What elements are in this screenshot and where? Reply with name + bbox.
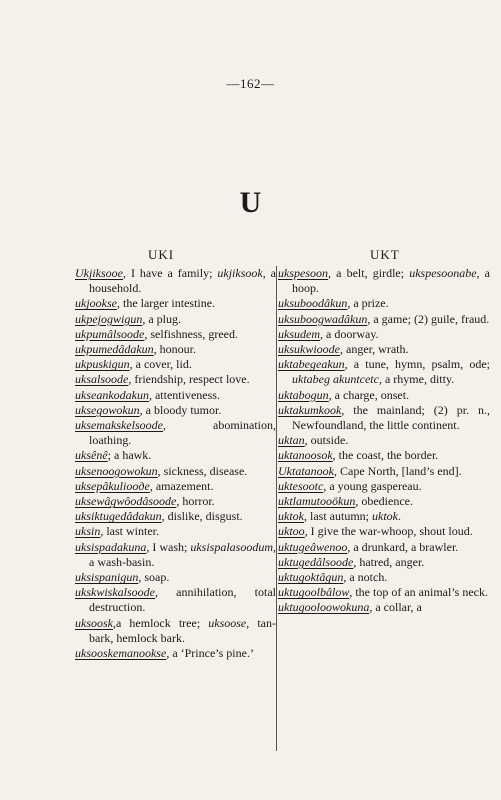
left-column-header: UKI <box>148 247 175 262</box>
entry-definition: , horror. <box>176 494 215 509</box>
entry-definition: , a game; (2) guile, fraud. <box>367 311 490 326</box>
entry-headword: Ukjiksooe <box>75 266 123 280</box>
column-divider <box>276 266 277 751</box>
entry-headword: uksegowokun <box>75 402 140 417</box>
entry-variant: ukspesoonabe <box>409 266 477 280</box>
dictionary-entry <box>75 372 276 387</box>
entry-headword: uksuboogwadâkun <box>278 311 368 326</box>
dictionary-entry <box>75 464 276 479</box>
entry-definition: , obedience. <box>355 494 413 509</box>
entry-variant: uksispalasoodum <box>190 539 273 554</box>
entry-definition: , last winter. <box>100 524 160 539</box>
entry-definition: , amazement. <box>149 478 214 493</box>
entry-headword: ukskwiskalsoode <box>75 585 155 600</box>
entry-definition: ,a hemlock tree; <box>113 615 209 630</box>
entry-definition: , soap. <box>138 570 170 585</box>
dictionary-entry <box>75 403 276 418</box>
dictionary-entry <box>278 494 490 509</box>
entry-headword: ukspesoon <box>278 266 328 280</box>
entry-definition: , I give the war-whoop, shout loud. <box>304 524 473 539</box>
entry-definition: , selfishness, greed. <box>144 326 238 341</box>
dictionary-entry <box>75 509 276 524</box>
entry-headword: uksin <box>75 524 101 539</box>
entry-definition: , the top of an animal’s neck. <box>349 585 488 600</box>
entry-headword: uksepâkuliooде <box>75 478 150 493</box>
dictionary-entry <box>278 388 490 403</box>
entry-headword: uksiktugedâdakun <box>75 509 162 524</box>
entry-definition: , a plug. <box>142 311 181 326</box>
section-letter: U <box>239 186 262 219</box>
entry-headword: uktugeâwenoo <box>278 539 348 554</box>
entry-definition: , tan-bark, hemlock bark. <box>89 615 276 645</box>
entry-definition: , friendship, respect love. <box>128 372 250 387</box>
dictionary-entry <box>75 524 276 539</box>
dictionary-entry <box>278 585 490 600</box>
entry-definition: , a charge, onset. <box>328 387 410 402</box>
page-number: —162— <box>226 76 275 91</box>
entry-definition: , abomination, loathing. <box>89 418 276 448</box>
entry-headword: uktesootc <box>278 478 324 493</box>
entry-variant: uktok <box>372 509 398 524</box>
entry-definition: ; a hawk. <box>107 448 152 463</box>
dictionary-entry <box>278 509 490 524</box>
dictionary-entry <box>75 585 276 615</box>
left-column <box>75 266 276 661</box>
entry-definition: , a bloody tumor. <box>139 402 222 417</box>
right-column-header: UKT <box>370 247 400 262</box>
dictionary-entry <box>278 403 490 433</box>
entry-headword: uktugoktâgun <box>278 570 344 585</box>
entry-definition: , a ‘Prince’s pine.’ <box>166 646 254 661</box>
dictionary-entry <box>278 479 490 494</box>
entry-headword: ukjookse <box>75 296 117 311</box>
dictionary-entry <box>75 616 276 646</box>
dictionary-entry <box>75 448 276 463</box>
dictionary-entry <box>75 357 276 372</box>
entry-headword: uksemakskelsoode <box>75 418 163 433</box>
dictionary-entry <box>75 296 276 311</box>
dictionary-entry <box>75 494 276 509</box>
entry-definition: . <box>398 509 401 524</box>
dictionary-entry <box>278 433 490 448</box>
entry-definition: , the mainland; (2) pr. n., Newfoundland, the little continent. <box>292 402 490 433</box>
entry-definition: , outside. <box>304 433 349 448</box>
entry-headword: uksenoogowokun <box>75 463 158 478</box>
entry-definition: , a cover, lid. <box>129 357 192 372</box>
entry-definition: , a rhyme, ditty. <box>378 372 455 387</box>
entry-headword: uktabogun <box>278 387 329 402</box>
entry-definition: , I have a family; <box>122 266 218 280</box>
entry-definition: , Cape North, [land’s end]. <box>334 463 462 478</box>
entry-headword: uksispadakuna <box>75 539 147 554</box>
entry-variant: ukjiksook <box>217 266 263 280</box>
entry-definition: , a collar, a <box>369 600 422 615</box>
entry-definition: , a household. <box>89 266 276 296</box>
entry-headword: uktugedâlsoode <box>278 554 354 569</box>
entry-headword: uktok <box>278 509 304 524</box>
entry-definition: , a hoop. <box>292 266 490 296</box>
entry-definition: , a notch. <box>343 570 388 585</box>
entry-definition: , attentiveness. <box>148 387 220 402</box>
entry-headword: uksalsoode <box>75 372 129 387</box>
dictionary-entry <box>75 342 276 357</box>
entry-headword: uktugoolbâlow <box>278 585 350 600</box>
dictionary-entry <box>278 600 490 615</box>
dictionary-entry <box>75 418 276 448</box>
dictionary-entry <box>75 312 276 327</box>
entry-definition: , annihilation, total destruction. <box>89 585 276 615</box>
entry-headword: uktugooloowokuna <box>278 600 370 615</box>
dictionary-entry <box>278 296 490 311</box>
entry-headword: uksudem <box>278 326 320 341</box>
entry-headword: uktan <box>278 433 305 448</box>
entry-definition: , a doorway. <box>320 326 379 341</box>
entry-headword: uksooskemanookse <box>75 646 167 661</box>
entry-headword: uktakumkook <box>278 402 342 417</box>
entry-headword: uksewâgwôodâsoode <box>75 494 177 509</box>
dictionary-entry <box>278 342 490 357</box>
entry-definition: , a prize. <box>347 296 389 311</box>
entry-headword: uktabegeakun <box>278 357 345 372</box>
dictionary-entry <box>278 266 490 296</box>
entry-definition: , a young gaspereau. <box>323 478 422 493</box>
dictionary-entry <box>278 570 490 585</box>
entry-definition: , I wash; <box>146 539 191 554</box>
entry-headword: uksênê <box>75 448 108 463</box>
dictionary-entry <box>75 646 276 661</box>
entry-headword: ukpumedâdakun <box>75 342 154 357</box>
dictionary-entry <box>75 388 276 403</box>
entry-headword: uktlamutooökun <box>278 494 356 509</box>
entry-headword: uksuboodâkun <box>278 296 348 311</box>
dictionary-entry <box>278 524 490 539</box>
entry-definition: , hatred, anger. <box>353 554 425 569</box>
entry-headword: ukpuskigun <box>75 357 130 372</box>
entry-headword: ukpumâlsoode <box>75 326 145 341</box>
entry-definition: , the larger intestine. <box>116 296 216 311</box>
entry-definition: , a wash-basin. <box>89 539 276 569</box>
dictionary-entry <box>278 312 490 327</box>
dictionary-entry <box>278 464 490 479</box>
entry-headword: uksukwioode <box>278 342 340 357</box>
dictionary-entry <box>278 448 490 463</box>
entry-headword: ukseankodakun <box>75 387 149 402</box>
entry-headword: uktanoosok <box>278 448 333 463</box>
dictionary-entry <box>75 570 276 585</box>
entry-headword: uksispanigun <box>75 570 139 585</box>
entry-definition: , a tune, hymn, psalm, ode; <box>344 357 490 372</box>
dictionary-entry <box>278 555 490 570</box>
dictionary-entry <box>75 327 276 342</box>
dictionary-entry <box>278 327 490 342</box>
entry-definition: , anger, wrath. <box>340 342 409 357</box>
dictionary-entry <box>75 479 276 494</box>
entry-headword: uksoosk <box>75 615 113 630</box>
entry-headword: uktoo <box>278 524 305 539</box>
entry-definition: , the coast, the border. <box>332 448 439 463</box>
dictionary-entry <box>278 357 490 387</box>
entry-variant: uksoose <box>208 615 247 630</box>
right-column <box>278 266 490 616</box>
entry-variant: uktabeg akuntcetc <box>292 372 379 387</box>
entry-definition: , sickness, disease. <box>157 463 248 478</box>
entry-definition: , a belt, girdle; <box>328 266 410 280</box>
entry-definition: , honour. <box>153 342 196 357</box>
dictionary-entry <box>278 540 490 555</box>
dictionary-entry <box>75 540 276 570</box>
dictionary-entry <box>75 266 276 296</box>
entry-definition: , dislike, disgust. <box>161 509 243 524</box>
entry-definition: , a drunkard, a brawler. <box>347 539 459 554</box>
entry-headword: Uktatanook <box>278 463 334 478</box>
entry-headword: ukpejogwigun <box>75 311 143 326</box>
entry-definition: , last autumn; <box>304 509 372 524</box>
